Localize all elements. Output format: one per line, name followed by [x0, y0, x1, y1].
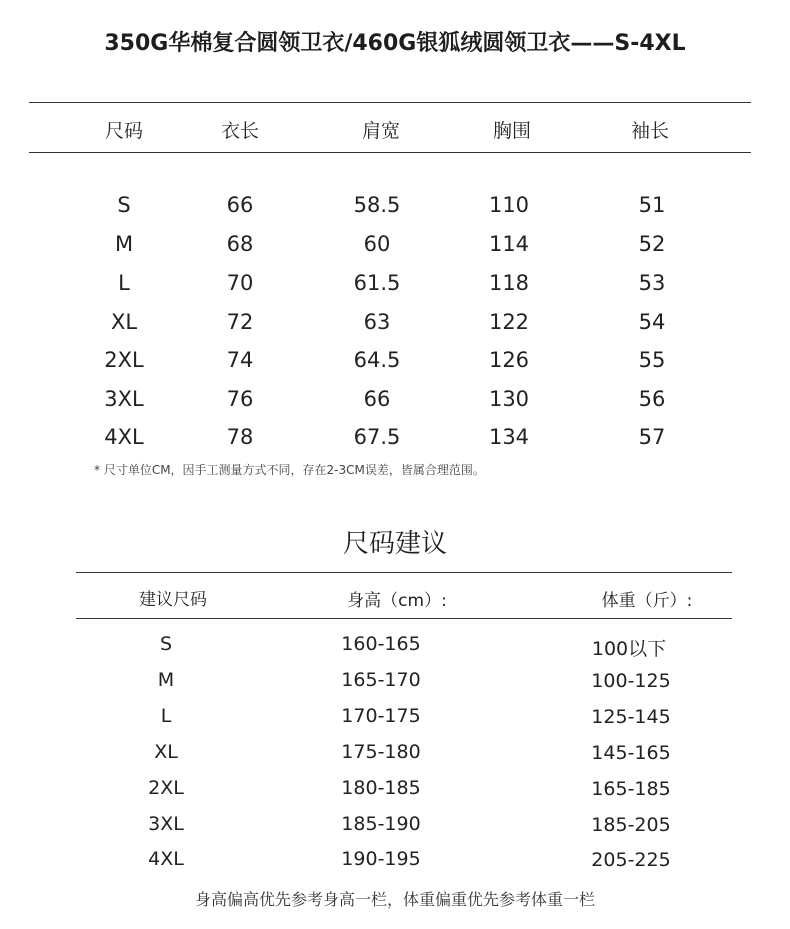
cell-size: XL — [154, 741, 178, 763]
cell-height: 160-165 — [341, 633, 421, 655]
cell-weight: 125-145 — [591, 706, 671, 728]
cell-size: 4XL — [148, 848, 184, 870]
cell-shoulder: 60 — [363, 232, 391, 256]
recommend-top-rule — [76, 572, 732, 573]
cell-sleeve: 54 — [638, 310, 666, 334]
header-length: 衣长 — [220, 120, 260, 142]
cell-sleeve: 53 — [638, 271, 666, 295]
cell-height: 190-195 — [341, 848, 421, 870]
cell-shoulder: 58.5 — [353, 193, 401, 217]
cell-sleeve: 57 — [638, 425, 666, 449]
header-sleeve: 袖长 — [630, 120, 670, 142]
cell-shoulder: 64.5 — [353, 348, 401, 372]
cell-length: 72 — [226, 310, 254, 334]
cell-size: XL — [110, 310, 138, 334]
cell-size: 2XL — [104, 348, 144, 372]
cell-chest: 118 — [488, 271, 530, 295]
cell-height: 170-175 — [341, 705, 421, 727]
cell-shoulder: 63 — [363, 310, 391, 334]
cell-size: 2XL — [148, 777, 184, 799]
cell-size: 3XL — [148, 813, 184, 835]
cell-weight: 100以下 — [591, 638, 667, 660]
cell-height: 180-185 — [341, 777, 421, 799]
cell-chest: 134 — [488, 425, 530, 449]
cell-chest: 130 — [488, 387, 530, 411]
cell-weight: 185-205 — [591, 814, 671, 836]
recommend-header-rule — [76, 618, 732, 619]
cell-length: 68 — [226, 232, 254, 256]
cell-sleeve: 52 — [638, 232, 666, 256]
cell-size: M — [157, 669, 175, 691]
cell-weight: 205-225 — [591, 849, 671, 871]
cell-chest: 122 — [488, 310, 530, 334]
table-top-rule — [29, 102, 751, 103]
cell-weight: 145-165 — [591, 742, 671, 764]
cell-height: 185-190 — [341, 813, 421, 835]
cell-weight: 165-185 — [591, 778, 671, 800]
cell-length: 76 — [226, 387, 254, 411]
cell-length: 78 — [226, 425, 254, 449]
cell-weight: 100-125 — [591, 670, 671, 692]
header-size: 尺码 — [104, 120, 144, 142]
measurement-note: * 尺寸单位CM，因手工测量方式不同，存在2-3CM误差，皆属合理范围。 — [94, 463, 485, 477]
cell-height: 165-170 — [341, 669, 421, 691]
cell-sleeve: 55 — [638, 348, 666, 372]
cell-sleeve: 51 — [638, 193, 666, 217]
cell-shoulder: 66 — [363, 387, 391, 411]
cell-size: S — [117, 193, 131, 217]
page-title: 350G华棉复合圆领卫衣/460G银狐绒圆领卫衣——S-4XL — [104, 31, 686, 56]
header-height: 身高（cm）: — [347, 591, 447, 611]
recommend-title: 尺码建议 — [342, 529, 447, 559]
cell-length: 70 — [226, 271, 254, 295]
cell-size: 3XL — [104, 387, 144, 411]
cell-length: 74 — [226, 348, 254, 372]
cell-size: S — [159, 633, 173, 655]
cell-size: M — [114, 232, 134, 256]
header-shoulder: 肩宽 — [361, 120, 401, 142]
header-recommend-size: 建议尺码 — [139, 590, 207, 610]
cell-sleeve: 56 — [638, 387, 666, 411]
cell-size: L — [118, 271, 130, 295]
cell-size: L — [160, 705, 172, 727]
cell-chest: 114 — [488, 232, 530, 256]
cell-chest: 110 — [488, 193, 530, 217]
cell-height: 175-180 — [341, 741, 421, 763]
cell-length: 66 — [226, 193, 254, 217]
table-header-rule — [29, 152, 751, 153]
cell-shoulder: 61.5 — [353, 271, 401, 295]
cell-size: 4XL — [104, 425, 144, 449]
header-weight: 体重（斤）: — [601, 591, 693, 611]
cell-shoulder: 67.5 — [353, 425, 401, 449]
recommend-footer-note: 身高偏高优先参考身高一栏，体重偏重优先参考体重一栏 — [194, 890, 595, 909]
cell-chest: 126 — [488, 348, 530, 372]
header-chest: 胸围 — [492, 120, 532, 142]
